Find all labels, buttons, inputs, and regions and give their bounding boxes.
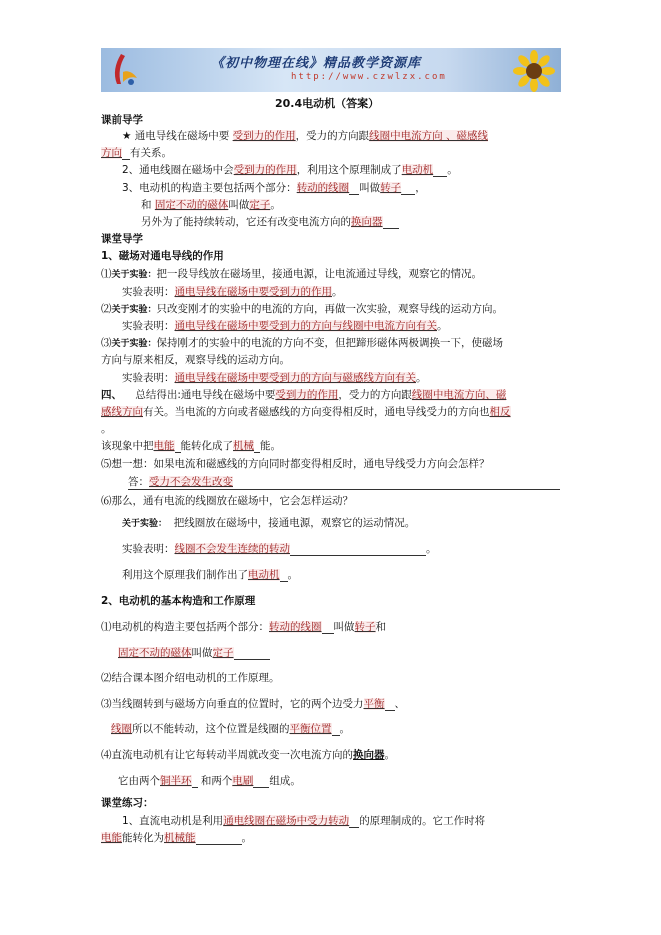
q6-use: 利用这个原理我们制作出了电动机 。 <box>122 569 298 581</box>
banner-title: 《初中物理在线》精品教学资源库 <box>211 56 422 71</box>
answer: 受到力的作用 <box>232 130 296 142</box>
q6-exp: 关于实验： 把线圈放在磁场中，接通电源，观察它的运动情况。 <box>122 517 416 529</box>
answer: 转动的线圈 <box>269 621 322 633</box>
sunflower-icon <box>513 50 555 92</box>
section-in-heading: 课堂导学 <box>101 233 143 245</box>
answer: 通电导线在磁场中要受到力的作用 <box>174 286 332 298</box>
answer: 通电导线在磁场中要受到力的方向与线圈中电流方向有关 <box>174 320 437 332</box>
practice-q1: 1、直流电动机是利用通电线圈在磁场中受力转动 的原理制成的。它工作时将 <box>122 815 486 827</box>
header-banner <box>101 48 561 92</box>
summary-4-cont: 感线方向有关。当电流的方向或者磁感线的方向变得相反时，通电导线受力的方向也相反 <box>101 406 511 418</box>
summary-4-end: 。 <box>101 423 112 435</box>
p2-q3-cont: 线圈所以不能转动，这个位置是线圈的平衡位置 。 <box>111 723 350 735</box>
answer: 定子 <box>249 199 271 211</box>
answer: 方向 <box>101 147 122 159</box>
site-logo-icon <box>107 52 141 88</box>
pre-q4: 另外为了能持续转动，它还有改变电流方向的换向器 <box>141 216 399 229</box>
section-practice-heading: 课堂练习： <box>101 797 154 809</box>
answer: 定子 <box>212 647 234 659</box>
answer: 转动的线圈 <box>296 182 350 194</box>
answer: 转子 <box>380 182 402 194</box>
p2-q2: ⑵结合课本图介绍电动机的工作原理。 <box>101 672 280 684</box>
banner-url: http://www.czwlzx.com <box>291 72 447 82</box>
exp2: ⑵关于实验：只改变刚才的实验中的电流的方向，再做一次实验，观察导线的运动方向。 <box>101 303 504 315</box>
answer: 感线方向 <box>101 406 143 418</box>
answer: 受到力的作用 <box>275 389 339 401</box>
summary-4: 四、 总结得出:通电导线在磁场中要受到力的作用，受力的方向跟线圈中电流方向、磁 <box>101 389 507 401</box>
answer: 电能 <box>101 832 122 844</box>
answer: 线圈中电流方向、磁 <box>411 389 507 401</box>
answer: 电能 <box>153 440 175 452</box>
p2-q3: ⑶当线圈转到与磁场方向垂直的位置时，它的两个边受力平衡 、 <box>101 698 405 710</box>
answer: 电动机 <box>248 569 280 581</box>
answer: 受力不会发生改变 <box>149 476 233 488</box>
exp3-result: 实验表明：通电导线在磁场中要受到力的方向与磁感线方向有关。 <box>122 372 427 384</box>
answer: 线圈不会发生连续的转动 <box>174 543 290 555</box>
pre-q3: 3、电动机的构造主要包括两个部分：转动的线圈 叫做转子 ， <box>122 182 426 194</box>
answer: 转子 <box>354 621 376 633</box>
exp2-result: 实验表明：通电导线在磁场中要受到力的方向与线圈中电流方向有关。 <box>122 320 448 332</box>
exp1: ⑴关于实验：把一段导线放在磁场里，接通电源，让电流通过导线，观察它的情况。 <box>101 268 483 280</box>
answer: 固定不动的磁体 <box>118 647 192 659</box>
page-title: 20.4电动机（答案） <box>275 97 380 110</box>
q6: ⑹那么，通有电流的线圈放在磁场中，它会怎样运动？ <box>101 495 353 507</box>
answer: 固定不动的磁体 <box>154 199 229 211</box>
part1-heading: 1、磁场对通电导线的作用 <box>101 250 224 262</box>
star-icon: ★ <box>122 130 132 142</box>
think-5: ⑸想一想：如果电流和磁感线的方向同时都变得相反时，通电导线受力方向会怎样？ <box>101 458 490 470</box>
exp3-cont: 方向与原来相反，观察导线的运动方向。 <box>101 354 290 366</box>
answer: 平衡 <box>363 698 385 710</box>
section-pre-heading: 课前导学 <box>101 114 143 126</box>
pre-q3-cont: 和 固定不动的磁体叫做定子。 <box>141 199 281 211</box>
answer: 相反 <box>489 406 511 418</box>
p2-q1-cont: 固定不动的磁体叫做定子 <box>118 647 270 660</box>
pre-q2: 2、通电线圈在磁场中会受到力的作用，利用这个原理制成了电动机 。 <box>122 164 458 176</box>
answer: 平衡位置 <box>289 723 332 735</box>
answer: 换向器 <box>351 216 383 228</box>
part2-heading: 2、电动机的基本构造和工作原理 <box>101 595 256 607</box>
answer: 机械 <box>233 440 254 452</box>
answer: 电动机 <box>401 164 434 176</box>
p2-q4-cont: 它由两个铜半环 和两个电刷 组成。 <box>118 775 301 787</box>
answer: 换向器 <box>353 749 385 761</box>
exp3: ⑶关于实验：保持刚才的实验中的电流的方向不变，但把蹄形磁体两极调换一下，使磁场 <box>101 337 504 349</box>
pre-q1-cont: 方向 有关系。 <box>101 147 172 159</box>
answer: 线圈 <box>111 723 132 735</box>
answer: 通电线圈在磁场中受力转动 <box>223 815 350 827</box>
q6-result: 实验表明：线圈不会发生连续的转动 。 <box>122 543 437 555</box>
p2-q4: ⑷直流电动机有让它每转动半周就改变一次电流方向的换向器。 <box>101 749 395 761</box>
answer: 通电导线在磁场中要受到力的方向与磁感线方向有关 <box>174 372 416 384</box>
p2-q1: ⑴电动机的构造主要包括两个部分：转动的线圈 叫做转子和 <box>101 621 386 633</box>
pre-q1: ★ 通电导线在磁场中要 受到力的作用，受力的方向跟线圈中电流方向 、磁感线 <box>122 130 488 142</box>
answer: 受到力的作用 <box>233 164 297 176</box>
summary-4b: 该现象中把电能 能转化成了机械 能。 <box>101 440 281 452</box>
answer: 电刷 <box>232 775 254 787</box>
answer: 机械能 <box>164 832 196 844</box>
answer: 线圈中电流方向 、磁感线 <box>369 130 488 142</box>
answer: 铜半环 <box>160 775 192 787</box>
practice-q1-cont: 电能能转化为机械能 。 <box>101 832 252 844</box>
think-5-answer: 答：受力不会发生改变 <box>128 476 560 490</box>
exp1-result: 实验表明：通电导线在磁场中要受到力的作用。 <box>122 286 343 298</box>
